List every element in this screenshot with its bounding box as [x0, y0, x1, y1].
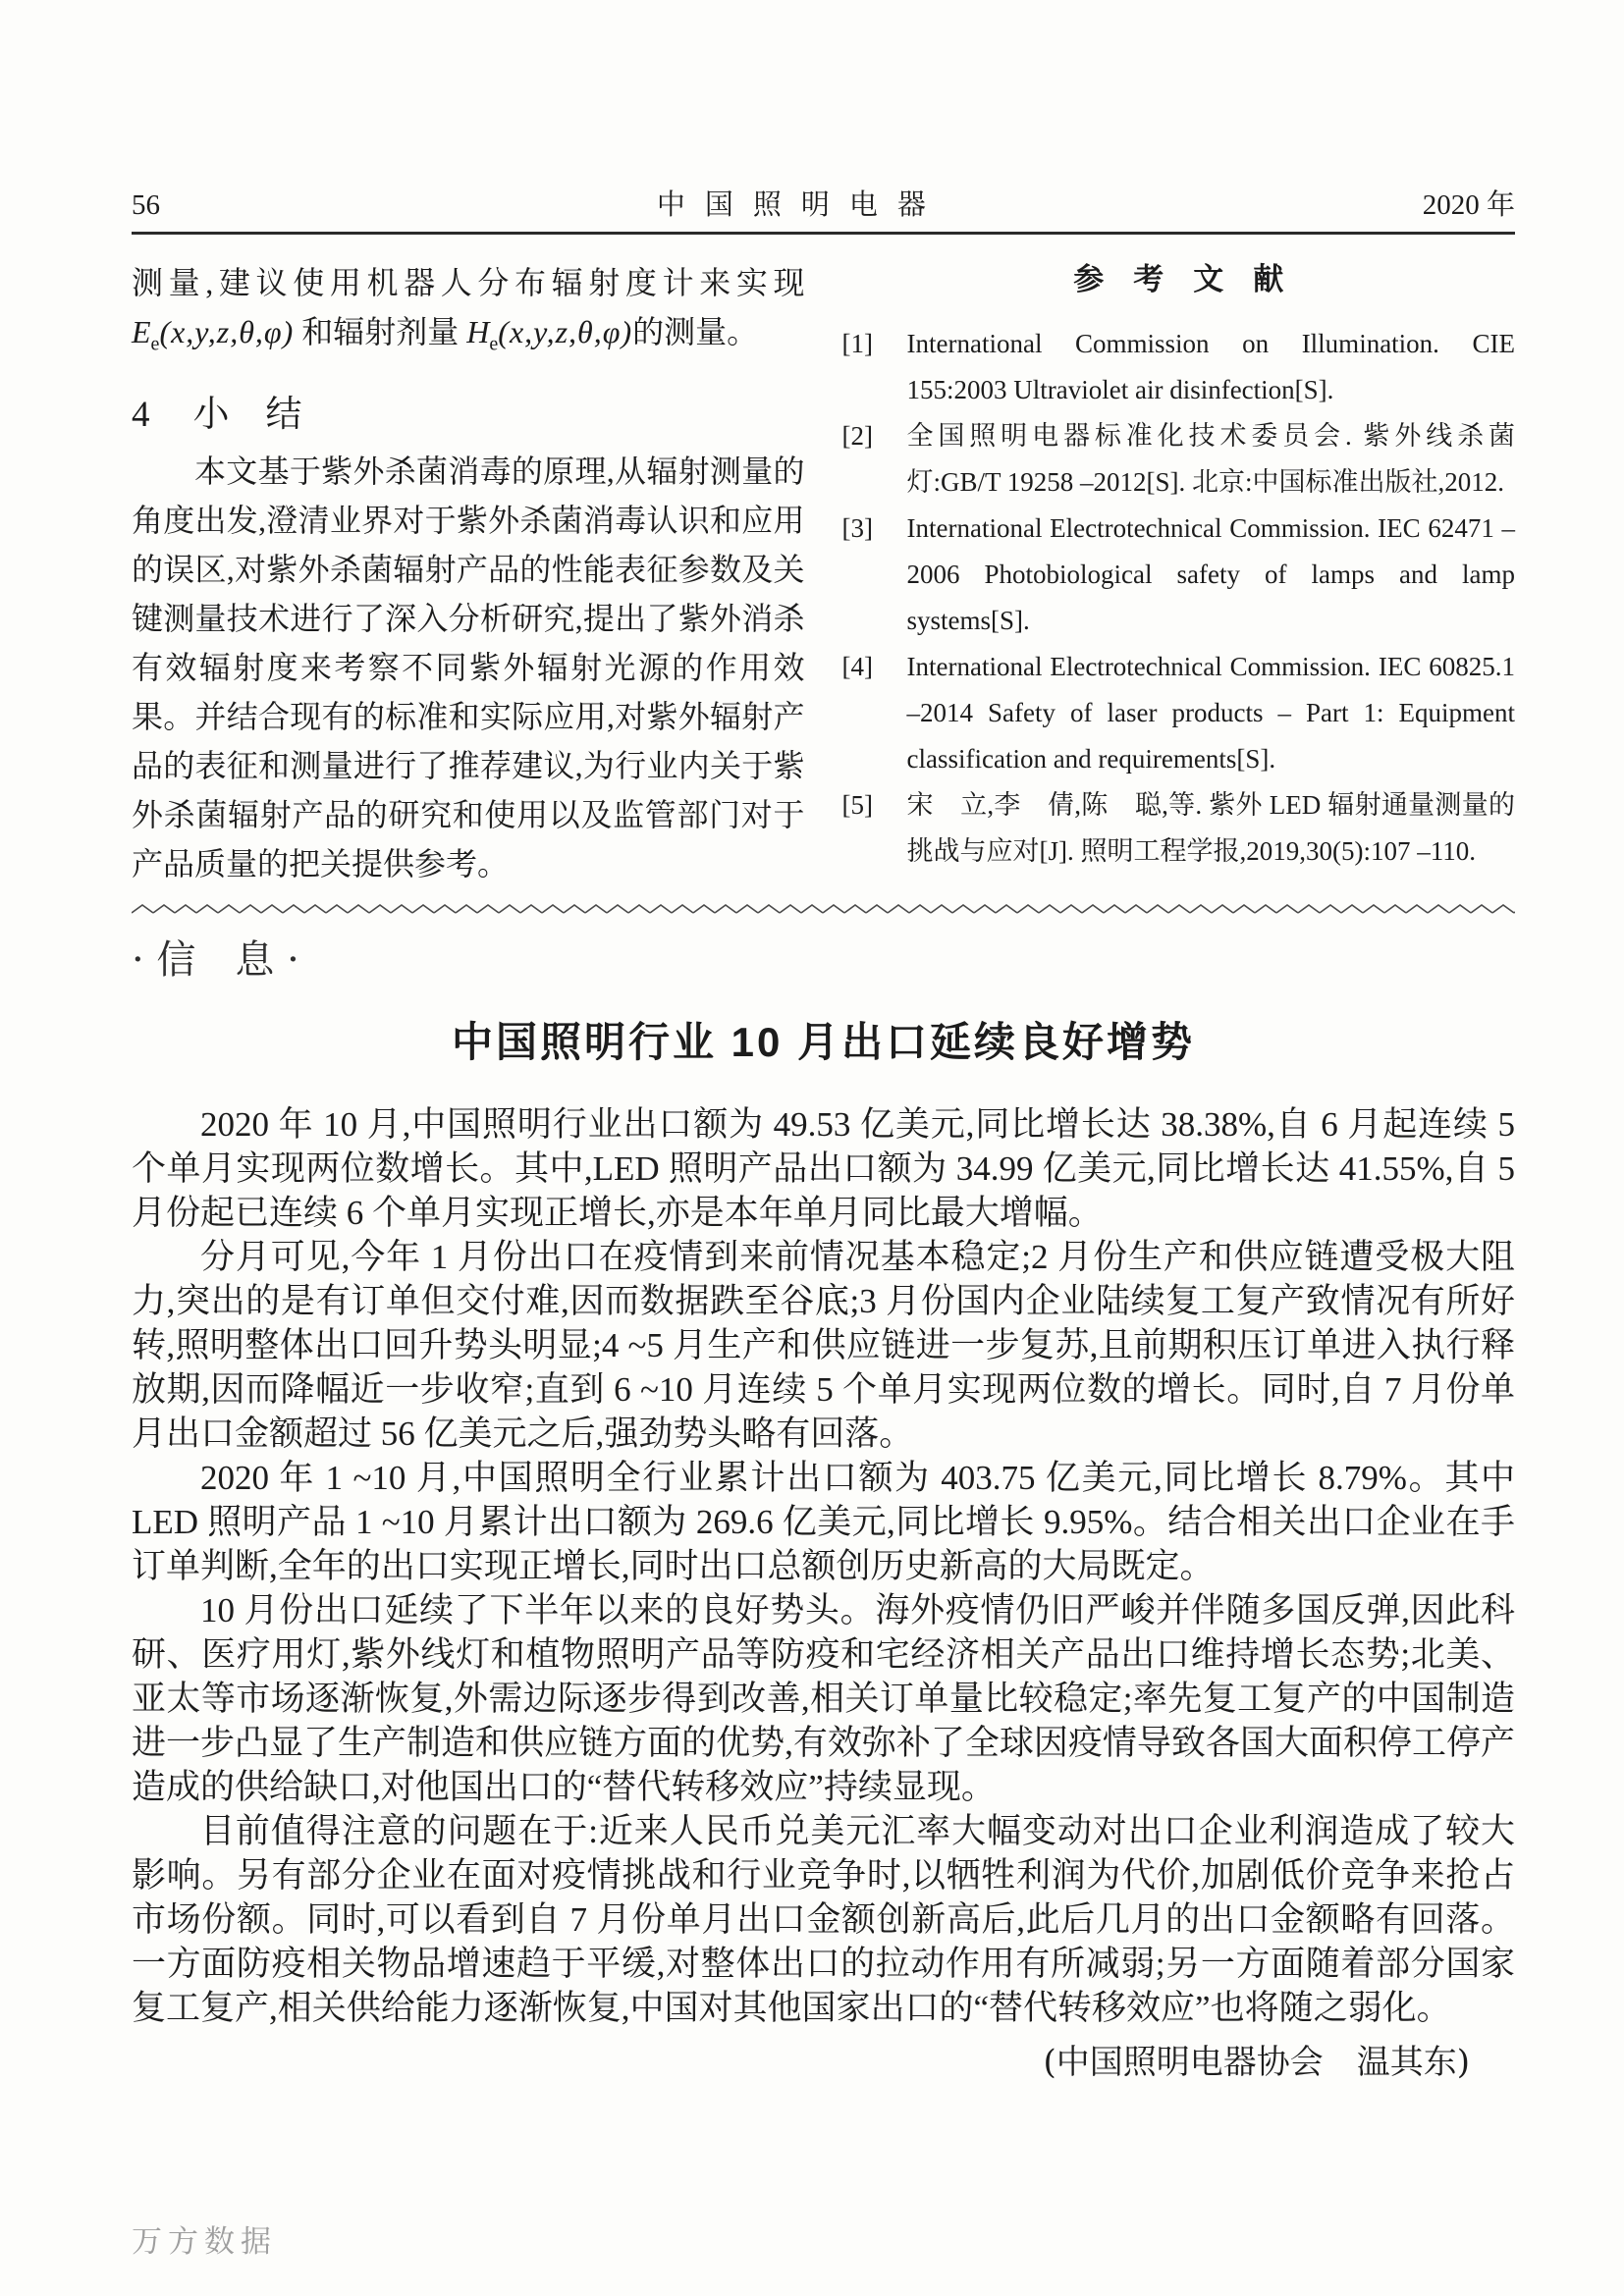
reference-text: International Commission on Illumination. CIE 155:2003 Ultraviolet air disinfection[S]. — [906, 329, 1515, 404]
reference-text: 宋 立,李 倩,陈 聪,等. 紫外 LED 辐射通量测量的挑战与应对[J]. 照明工程学报,2019,30(5):107 –110. — [906, 790, 1515, 866]
journal-title: 中国照明电器 — [656, 189, 946, 221]
reference-label: [2] — [841, 421, 873, 451]
page-number: 56 — [132, 189, 160, 221]
article-paragraph: 2020 年 1 ~10 月,中国照明全行业累计出口额为 403.75 亿美元,同比增长 8.79%。其中 LED 照明产品 1 ~10 月累计出口额为 269.6 亿美元,同比增长 9.95%。结合相关出口企业在手订单判断,全年的出口实现正增长,同时出口总额创历史新高的大局既定。 — [132, 1459, 1515, 1586]
intro-pre: 测量,建议使用机器人分布辐射度计来实现 — [132, 265, 805, 300]
reference-item — [842, 782, 1516, 875]
reference-label: [3] — [841, 513, 873, 543]
intro-post: 的测量。 — [632, 314, 759, 349]
math-args-E: (x,y,z,θ,φ) — [159, 314, 295, 349]
article-paragraph: 分月可见,今年 1 月份出口在疫情到来前情况基本稳定;2 月份生产和供应链遭受极大阻力,突出的是有订单但交付难,因而数据跌至谷底;3 月份国内企业陆续复工复产致情况有所好转,照明整体出口回升势头明显;4 ~5 月生产和供应链进一步复苏,且前期积压订单进入执行释放期,因而降幅近一步收窄;直到 6 ~10 月连续 5 个单月实现两位数的增长。同时,自 7 月份单月出口金额超过 56 亿美元之后,强劲势头略有回落。 — [132, 1238, 1515, 1454]
section-title: 小 结 — [192, 395, 302, 436]
reference-label: [1] — [841, 329, 873, 358]
math-sub-e2: e — [489, 333, 499, 355]
running-header — [132, 188, 1515, 222]
intro-mid: 和辐射剂量 — [294, 314, 467, 349]
info-section-marker: · 信 息 · — [132, 937, 299, 984]
references-list — [842, 321, 1516, 875]
wavy-divider — [132, 902, 1515, 916]
header-rule — [132, 232, 1515, 235]
math-var-E: E — [132, 314, 151, 349]
reference-text: 全国照明电器标准化技术委员会. 紫外线杀菌灯:GB/T 19258 –2012[S]. 北京:中国标准出版社,2012. — [906, 421, 1515, 497]
article-paragraph: 10 月份出口延续了下半年以来的良好势头。海外疫情仍旧严峻并伴随多国反弹,因此科研、医疗用灯,紫外线灯和植物照明产品等防疫和宅经济相关产品出口维持增长态势;北美、亚太等市场逐渐恢复,外需边际逐步得到改善,相关订单量比较稳定;率先复工复产的中国制造进一步凸显了生产制造和供应链方面的优势,有效弥补了全球因疫情导致各国大面积停工停产造成的供给缺口,对他国出口的“替代转移效应”持续显现。 — [132, 1591, 1515, 1807]
math-var-H: H — [466, 314, 490, 349]
math-sub-e: e — [150, 333, 160, 355]
left-column — [132, 258, 805, 888]
two-column-zone — [132, 258, 1515, 888]
section-heading — [132, 394, 805, 437]
reference-item — [842, 506, 1516, 644]
reference-label: [5] — [841, 790, 873, 820]
math-args-H: (x,y,z,θ,φ) — [498, 314, 633, 349]
intro-paragraph — [132, 258, 805, 368]
article-paragraph: 目前值得注意的问题在于:近来人民币兑美元汇率大幅变动对出口企业利润造成了较大影响。另有部分企业在面对疫情挑战和行业竞争时,以牺牲利润为代价,加剧低价竞争来抢占市场份额。同时,可以看到自 7 月份单月出口金额创新高后,此后几月的出口金额略有回落。一方面防疫相关物品增速趋于平缓,对整体出口的拉动作用有所减弱;另一方面随着部分国家复工复产,相关供给能力逐渐恢复,中国对其他国家出口的“替代转移效应”也将随之弱化。 — [132, 1812, 1515, 2028]
reference-label: [4] — [841, 652, 873, 681]
article-title: 中国照明行业 10 月出口延续良好增势 — [451, 1019, 1196, 1066]
section-number: 4 — [132, 395, 150, 436]
reference-text: International Electrotechnical Commission. IEC 62471 –2006 Photobiological safety of lamps and lamp systems[S]. — [906, 513, 1515, 635]
references-heading: 参考文献 — [1073, 262, 1314, 296]
wanfang-watermark: 万方数据 — [132, 2224, 277, 2259]
reference-item — [842, 644, 1516, 782]
section-paragraph: 本文基于紫外杀菌消毒的原理,从辐射测量的角度出发,澄清业界对于紫外杀菌消毒认识和应用的误区,对紫外杀菌辐射产品的性能表征参数及关键测量技术进行了深入分析研究,提出了紫外消杀有效辐射度来考察不同紫外辐射光源的作用效果。并结合现有的标准和实际应用,对紫外辐射产品的表征和测量进行了推荐建议,为行业内关于紫外杀菌辐射产品的研究和使用以及监管部门对于产品质量的把关提供参考。 — [132, 454, 805, 882]
reference-text: International Electrotechnical Commission. IEC 60825.1 –2014 Safety of laser products – Part 1: Equipment classification and requirements[S]. — [906, 652, 1515, 774]
reference-item — [842, 413, 1516, 506]
article-attribution: (中国照明电器协会 温其东) — [1043, 2043, 1470, 2083]
references-column — [842, 258, 1516, 888]
article-body — [132, 1102, 1515, 2030]
reference-item — [842, 321, 1516, 413]
header-year: 2020 年 — [1422, 189, 1515, 221]
article-paragraph: 2020 年 10 月,中国照明行业出口额为 49.53 亿美元,同比增长达 38.38%,自 6 月起连续 5 个单月实现两位数增长。其中,LED 照明产品出口额为 34.99 亿美元,同比增长达 41.55%,自 5 月份起已连续 6 个单月实现正增长,亦是本年单月同比最大增幅。 — [132, 1105, 1515, 1233]
